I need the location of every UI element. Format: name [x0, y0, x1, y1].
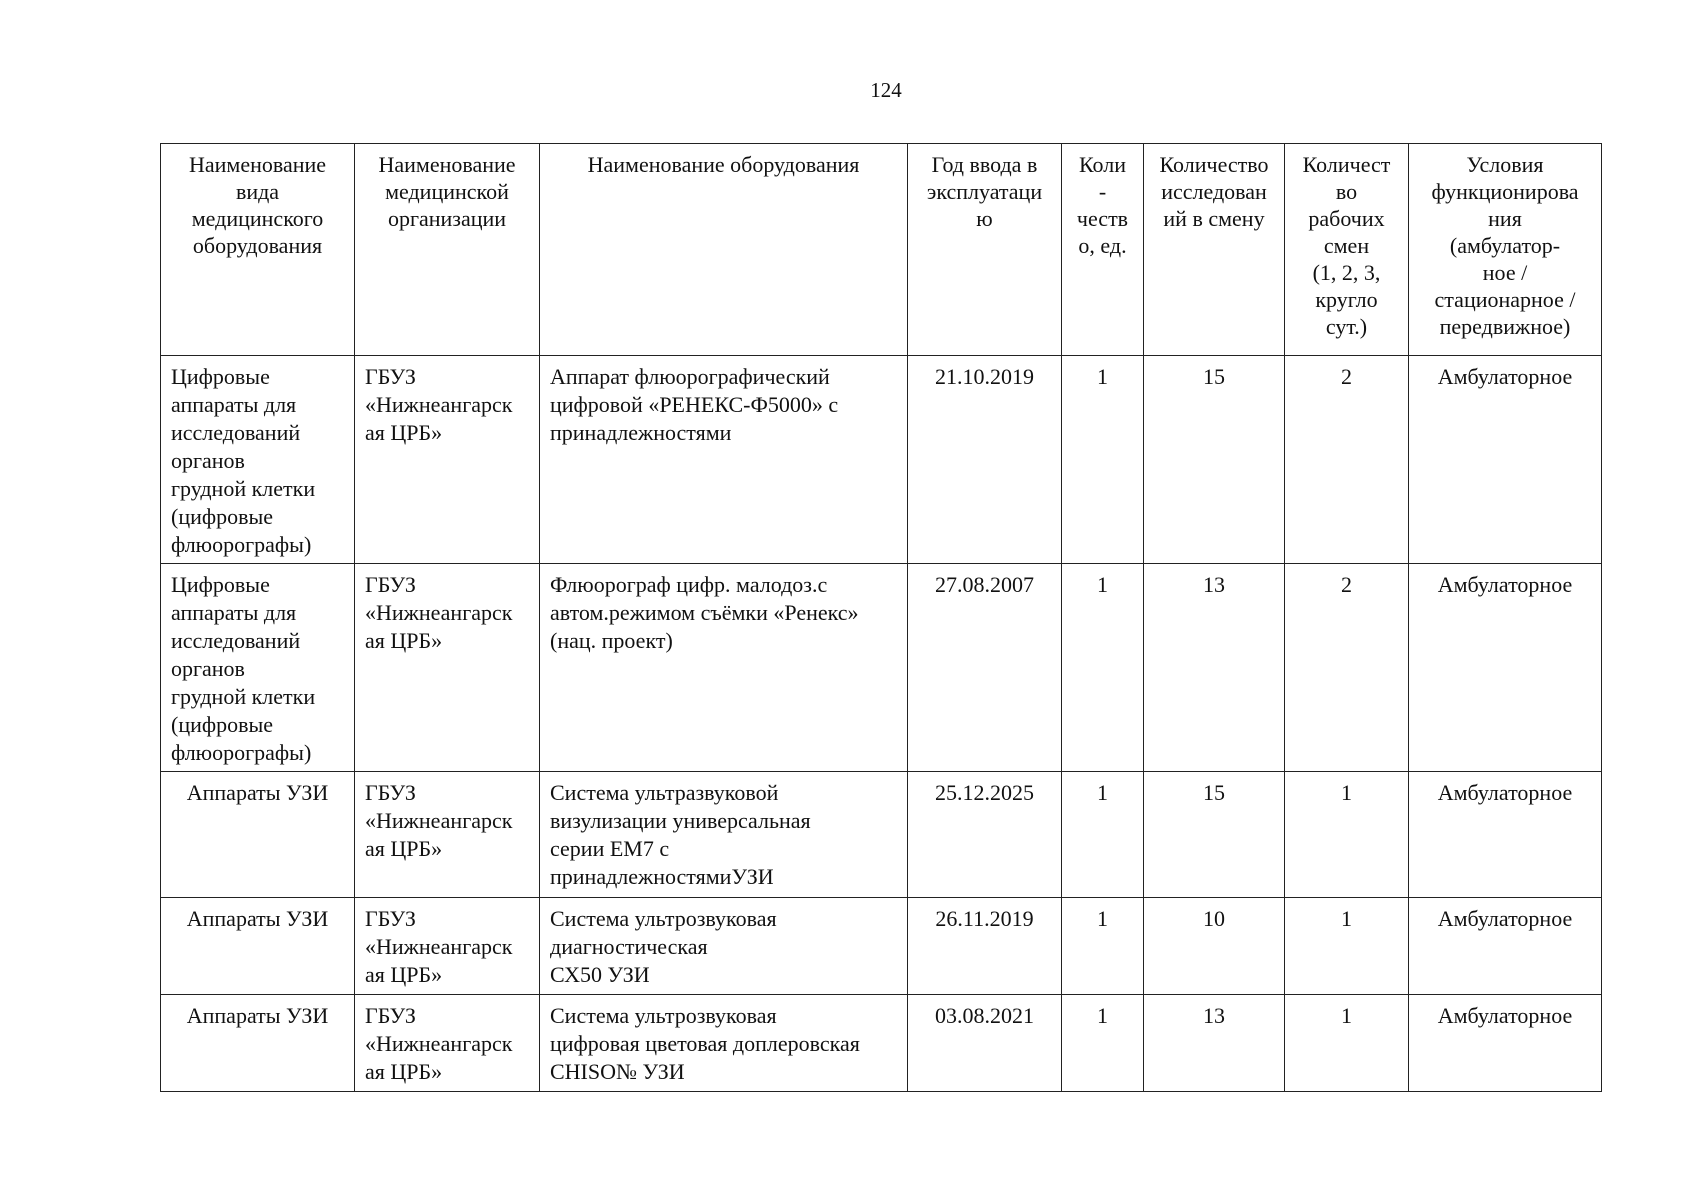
cell-shift-count: 2	[1285, 356, 1409, 564]
equipment-table	[160, 143, 1602, 1092]
cell-quantity: 1	[1062, 772, 1144, 898]
cell-studies-per-shift: 10	[1144, 898, 1285, 995]
cell-conditions: Амбулаторное	[1409, 564, 1602, 772]
header-shift-count: Количест во рабочих смен (1, 2, 3, кругло сут.)	[1285, 144, 1409, 356]
table-row	[161, 898, 1602, 995]
header-studies-per-shift: Количество исследован ий в смену	[1144, 144, 1285, 356]
cell-equipment-type: Аппараты УЗИ	[161, 995, 355, 1092]
cell-conditions: Амбулаторное	[1409, 772, 1602, 898]
header-equipment-type: Наименование вида медицинского оборудования	[161, 144, 355, 356]
cell-quantity: 1	[1062, 995, 1144, 1092]
cell-commission-year: 27.08.2007	[908, 564, 1062, 772]
cell-organization: ГБУЗ «Нижнеангарск ая ЦРБ»	[355, 772, 540, 898]
cell-conditions: Амбулаторное	[1409, 898, 1602, 995]
cell-organization: ГБУЗ «Нижнеангарск ая ЦРБ»	[355, 995, 540, 1092]
cell-studies-per-shift: 15	[1144, 772, 1285, 898]
cell-shift-count: 1	[1285, 772, 1409, 898]
cell-equipment-name: Система ультразвуковой визулизации универсальная серии ЕМ7 с принадлежностямиУЗИ	[540, 772, 908, 898]
cell-organization: ГБУЗ «Нижнеангарск ая ЦРБ»	[355, 898, 540, 995]
cell-shift-count: 1	[1285, 898, 1409, 995]
cell-equipment-name: Система ультрозвуковая цифровая цветовая доплеровская CHISO№ УЗИ	[540, 995, 908, 1092]
cell-studies-per-shift: 13	[1144, 564, 1285, 772]
table-row	[161, 356, 1602, 564]
header-quantity: Коли - честв о, ед.	[1062, 144, 1144, 356]
cell-commission-year: 25.12.2025	[908, 772, 1062, 898]
header-conditions: Условия функционирова ния (амбулатор- ное / стационарное / передвижное)	[1409, 144, 1602, 356]
cell-organization: ГБУЗ «Нижнеангарск ая ЦРБ»	[355, 564, 540, 772]
cell-commission-year: 26.11.2019	[908, 898, 1062, 995]
cell-equipment-type: Аппараты УЗИ	[161, 898, 355, 995]
header-organization: Наименование медицинской организации	[355, 144, 540, 356]
page-number: 124	[870, 78, 902, 102]
cell-organization: ГБУЗ «Нижнеангарск ая ЦРБ»	[355, 356, 540, 564]
cell-studies-per-shift: 13	[1144, 995, 1285, 1092]
cell-conditions: Амбулаторное	[1409, 995, 1602, 1092]
cell-commission-year: 03.08.2021	[908, 995, 1062, 1092]
table-row	[161, 772, 1602, 898]
cell-quantity: 1	[1062, 898, 1144, 995]
cell-equipment-type: Аппараты УЗИ	[161, 772, 355, 898]
cell-studies-per-shift: 15	[1144, 356, 1285, 564]
cell-equipment-type: Цифровые аппараты для исследований органов грудной клетки (цифровые флюорографы)	[161, 564, 355, 772]
table-row	[161, 995, 1602, 1092]
table-row	[161, 564, 1602, 772]
cell-quantity: 1	[1062, 564, 1144, 772]
cell-equipment-name: Аппарат флюорографический цифровой «РЕНЕКС-Ф5000» с принадлежностями	[540, 356, 908, 564]
cell-equipment-type: Цифровые аппараты для исследований органов грудной клетки (цифровые флюорографы)	[161, 356, 355, 564]
cell-shift-count: 2	[1285, 564, 1409, 772]
cell-equipment-name: Флюорограф цифр. малодоз.с автом.режимом съёмки «Ренекс» (нац. проект)	[540, 564, 908, 772]
cell-equipment-name: Система ультрозвуковая диагностическая СХ50 УЗИ	[540, 898, 908, 995]
cell-conditions: Амбулаторное	[1409, 356, 1602, 564]
header-commission-year: Год ввода в эксплуатаци ю	[908, 144, 1062, 356]
table-header-row	[161, 144, 1602, 356]
cell-commission-year: 21.10.2019	[908, 356, 1062, 564]
header-equipment-name: Наименование оборудования	[540, 144, 908, 356]
cell-quantity: 1	[1062, 356, 1144, 564]
cell-shift-count: 1	[1285, 995, 1409, 1092]
